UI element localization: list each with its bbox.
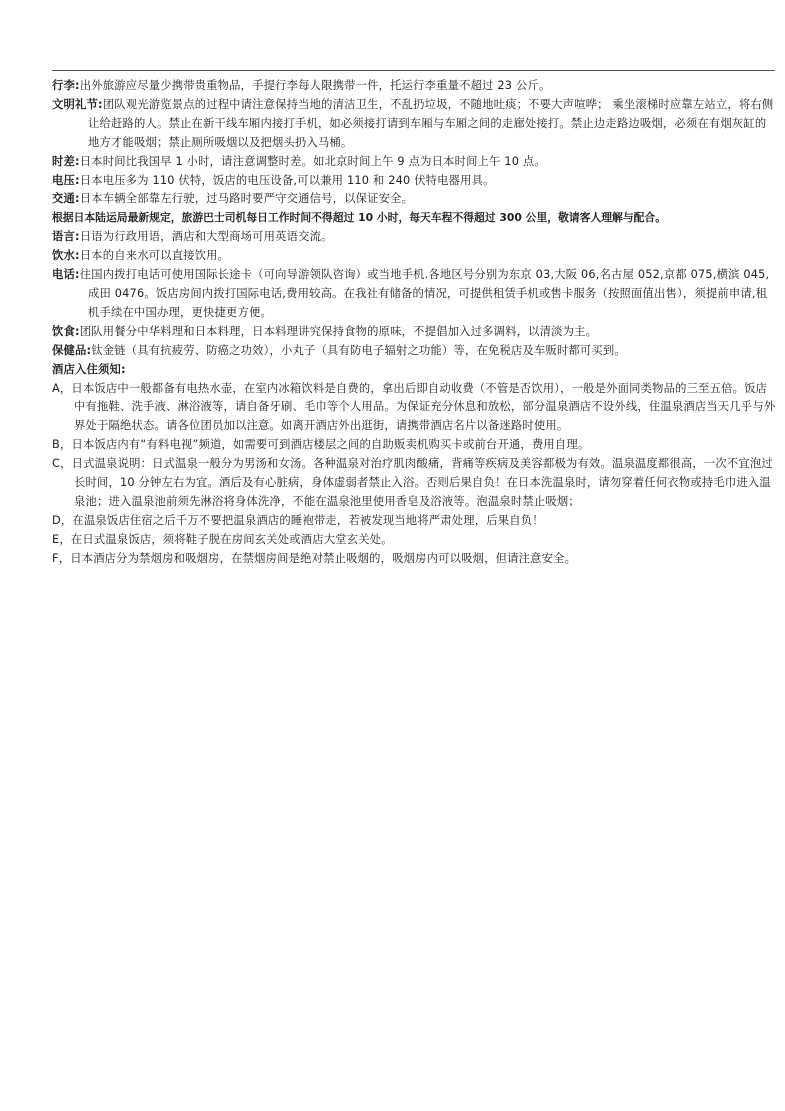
food-text: 团队用餐分中华料理和日本料理，日本料理讲究保持食物的原味，不提倡加入过多调料，以清淡为主。 (79, 324, 598, 338)
water-text: 日本的自来水可以直接饮用。 (79, 249, 230, 263)
health-products-text: 钛金链（具有抗疲劳、防癌之功效），小丸子（具有防电子辐射之功能）等，在免税店及车贩时都可买到。 (91, 343, 626, 357)
water-label: 饮水: (52, 249, 80, 263)
voltage-text: 日本电压多为 110 伏特，饭店的电压设备,可以兼用 110 和 240 伏特电器用具。 (79, 173, 495, 187)
top-divider (52, 70, 775, 71)
health-products-note (52, 342, 776, 361)
language-text: 日语为行政用语，酒店和大型商场可用英语交流。 (79, 230, 333, 244)
etiquette-note (52, 96, 776, 153)
food-label: 饮食: (52, 324, 80, 338)
phone-note (52, 266, 776, 323)
hotel-item-d: D，在温泉饭店住宿之后千万不要把温泉酒店的睡袍带走，若被发现当地将严肃处理，后果自负！ (52, 513, 544, 527)
luggage-note (52, 77, 776, 96)
bus-driver-notice: 根据日本陆运局最新规定，旅游巴士司机每日工作时间不得超过 10 小时，每天车程不得超过 300 公里，敬请客人理解与配合。 (52, 211, 667, 225)
luggage-text: 出外旅游应尽量少携带贵重物品，手提行李每人限携带一件，托运行李重量不超过 23 公斤。 (79, 79, 551, 92)
time-difference-text: 日本时间比我国早 1 小时，请注意调整时差。如北京时间上午 9 点为日本时间上午 10 点。 (79, 154, 546, 168)
time-difference-label: 时差: (52, 154, 80, 168)
hotel-item-f: F，日本酒店分为禁烟房和吸烟房，在禁烟房间是绝对禁止吸烟的，吸烟房内可以吸烟，但请注意安全。 (52, 551, 577, 565)
etiquette-label: 文明礼节: (52, 97, 103, 111)
travel-notes (52, 77, 776, 569)
language-note (52, 228, 776, 247)
water-note (52, 247, 776, 266)
traffic-note (52, 190, 776, 209)
health-products-label: 保健品: (52, 343, 92, 357)
phone-text: 往国内拨打电话可使用国际长途卡（可向导游领队咨询）或当地手机.各地区号分别为东京 03,大阪 06,名古屋 052,京都 075,横滨 045,成田 0476。饭店房间内拨打国际电话,费用较高。在我社有储备的情况，可提供租赁手机或售卡服务（按照面值出售），须提前申请,租机手续在中国办理，更快捷更方便。 (79, 268, 770, 319)
time-difference-note (52, 153, 776, 172)
voltage-label: 电压: (52, 173, 80, 187)
hotel-item-b: B，日本饭店内有“有料电视”频道，如需要可到酒店楼层之间的自助贩卖机购买卡或前台开通，费用自理。 (52, 438, 590, 452)
hotel-item-e: E，在日式温泉饭店，须将鞋子脱在房间玄关处或酒店大堂玄关处。 (52, 532, 393, 546)
food-note (52, 323, 776, 342)
etiquette-text: 团队观光游览景点的过程中请注意保持当地的清洁卫生，不乱扔垃圾，不随地吐痰；不要大声喧哗； 乘坐滚梯时应靠左站立，将右侧让给赶路的人。禁止在新干线车厢内接打手机，如必须接打请到车厢与车厢之间的走廊处接打。禁止边走路边吸烟，必须在有烟灰缸的地方才能吸烟；禁止厕所吸烟以及把烟头扔入马桶。 (88, 97, 774, 149)
language-label: 语言: (52, 230, 80, 244)
voltage-note (52, 172, 776, 191)
hotel-item-c: C，日式温泉说明：日式温泉一般分为男汤和女汤。各种温泉对治疗肌肉酸痛，背痛等疾病及美容都极为有效。温泉温度都很高，一次不宜泡过长时间，10 分钟左右为宜。酒后及有心脏病，身体虚弱者禁止入浴。否则后果自负！在日本洗温泉时，请勿穿着任何衣物或持毛巾进入温泉池；进入温泉池前须先淋浴将身体洗净，不能在温泉池里使用香皂及浴液等。泡温泉时禁止吸烟； (52, 457, 773, 508)
hotel-heading: 酒店入住须知: (52, 362, 126, 376)
phone-label: 电话: (52, 268, 80, 282)
traffic-text: 日本车辆全部靠左行驶，过马路时要严守交通信号，以保证安全。 (79, 192, 414, 206)
hotel-item-a: A，日本饭店中一般都备有电热水壶，在室内冰箱饮料是自费的，拿出后即自动收费（不管是否饮用），一般是外面同类物品的三至五倍。饭店中有拖鞋、洗手液、淋浴液等，请自备牙刷、毛巾等个人用品。为保证充分休息和放松，部分温泉酒店不设外线，住温泉酒店当天几乎与外界处于隔绝状态。请各位团员加以注意。如离开酒店外出逛街，请携带酒店名片以备迷路时使用。 (52, 381, 776, 433)
luggage-label: 行李: (52, 79, 80, 92)
traffic-label: 交通: (52, 192, 80, 206)
